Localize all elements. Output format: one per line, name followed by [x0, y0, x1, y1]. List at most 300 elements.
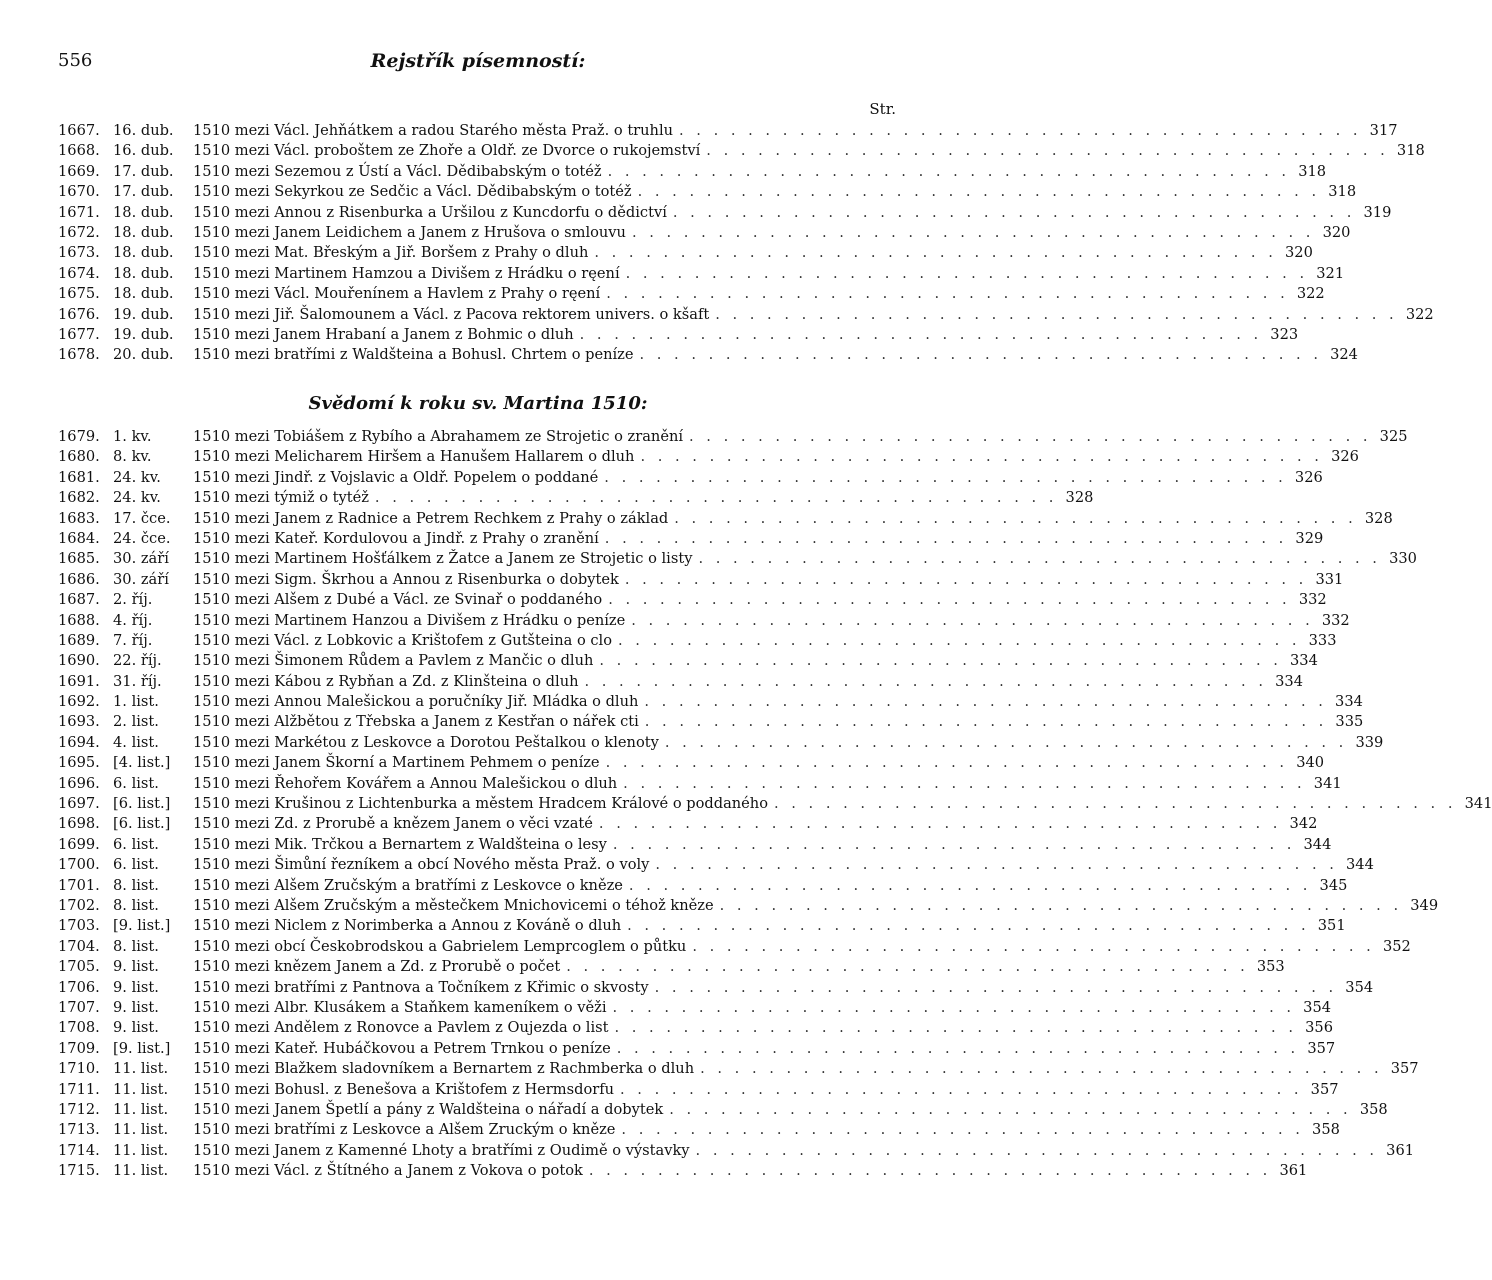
entry-date: 31. říj.: [113, 672, 162, 690]
entry-date: [6. list.]: [113, 815, 171, 833]
entry-number: 1668.: [58, 142, 100, 160]
entry-date: 30. září: [113, 570, 169, 588]
register-entry: [58, 712, 1364, 732]
entry-number: 1698.: [58, 815, 100, 833]
leader-dots: . . . . . . . . . . . . . . . . . . . . . . . . . . . . . . . . . . . . . . . .: [616, 1039, 1300, 1057]
leader-dots: . . . . . . . . . . . . . . . . . . . . . . . . . . . . . . . . . . . . . . . .: [719, 896, 1403, 914]
entry-number: 1685.: [58, 550, 100, 568]
entry-number: 1683.: [58, 509, 100, 527]
register-entry: [58, 631, 1337, 651]
entry-text: 1510 mezi Sekyrkou ze Sedčic a Václ. Dědibabským o totéž: [193, 183, 632, 201]
entry-number: 1679.: [58, 428, 100, 445]
entry-number: 1674.: [58, 264, 100, 282]
entry-page: 334: [1290, 652, 1318, 670]
leader-dots: . . . . . . . . . . . . . . . . . . . . . . . . . . . . . . . . . . . . . . . .: [606, 285, 1289, 303]
entry-page: 331: [1315, 570, 1344, 588]
leader-dots: . . . . . . . . . . . . . . . . . . . . . . . . . . . . . . . . . . . . . . . .: [664, 733, 1348, 751]
entry-page: 328: [1065, 489, 1094, 507]
register-entry: [58, 488, 1094, 508]
entry-text: 1510 mezi Alšem Zručským a městečkem Mnichovicemi o téhož kněze: [193, 896, 714, 914]
entry-page: 356: [1305, 1019, 1333, 1037]
register-entry: [58, 611, 1350, 631]
register-entry: [58, 325, 1299, 345]
entry-text: 1510 mezi Janem Leidichem a Janem z Hrušova o smlouvu: [193, 223, 626, 241]
entry-text: 1510 mezi Sigm. Škrhou a Annou z Risenburka o dobytek: [193, 570, 619, 588]
entry-text: 1510 mezi Annou z Risenburka a Uršilou z Kuncdorfu o dědictví: [193, 203, 667, 221]
entry-page: 317: [1369, 122, 1398, 139]
entry-page: 357: [1390, 1060, 1419, 1078]
entry-text: 1510 mezi Alšem Zručským a bratřími z Leskovce o kněze: [193, 876, 623, 894]
leader-dots: . . . . . . . . . . . . . . . . . . . . . . . . . . . . . . . . . . . . . . . .: [604, 468, 1287, 486]
entry-date: 18. dub.: [113, 244, 174, 262]
entry-text: 1510 mezi Mat. Břeským a Jiř. Boršem z Prahy o dluh: [193, 244, 589, 262]
entry-text: 1510 mezi Kateř. Hubáčkovou a Petrem Trnkou o peníze: [193, 1039, 611, 1057]
entry-page: 318: [1396, 142, 1425, 160]
entry-number: 1692.: [58, 693, 100, 711]
register-entry: [58, 692, 1363, 712]
entry-number: 1677.: [58, 325, 100, 343]
register-entry: [58, 651, 1318, 671]
entry-text: 1510 mezi Albr. Klusákem a Staňkem kameníkem o věži: [193, 998, 607, 1016]
entry-date: 17. dub.: [113, 183, 174, 201]
entry-number: 1704.: [58, 937, 100, 955]
entry-text: 1510 mezi Janem z Kamenné Lhoty a bratřími z Oudimě o výstavky: [193, 1141, 690, 1159]
register-entry: [58, 549, 1417, 569]
entry-page: 334: [1335, 693, 1363, 711]
entry-page: 354: [1303, 998, 1332, 1016]
leader-dots: . . . . . . . . . . . . . . . . . . . . . . . . . . . . . . . . . . . . . . . .: [639, 346, 1322, 364]
entry-text: 1510 mezi Václ. proboštem ze Zhoře a Oldř. ze Dvorce o rukojemství: [193, 142, 701, 160]
entry-page: 328: [1364, 509, 1393, 527]
leader-dots: . . . . . . . . . . . . . . . . . . . . . . . . . . . . . . . . . . . . . . . .: [692, 937, 1375, 955]
entry-date: 9. list.: [113, 1019, 159, 1037]
leader-dots: . . . . . . . . . . . . . . . . . . . . . . . . . . . . . . . . . . . . . . . .: [374, 489, 1058, 507]
entry-page: 357: [1307, 1039, 1336, 1057]
entry-text: 1510 mezi Zd. z Prorubě a knězem Janem o věci vzaté: [193, 815, 593, 833]
entry-number: 1715.: [58, 1162, 100, 1180]
entry-date: 11. list.: [113, 1080, 169, 1098]
entry-text: 1510 mezi Kateř. Kordulovou a Jindř. z Prahy o zranění: [193, 529, 599, 547]
entry-number: 1687.: [58, 591, 100, 609]
entry-number: 1671.: [58, 203, 100, 221]
entry-page: 326: [1294, 468, 1323, 486]
entry-number: 1667.: [58, 122, 100, 139]
entry-number: 1707.: [58, 998, 100, 1016]
entry-page: 345: [1319, 876, 1348, 894]
leader-dots: . . . . . . . . . . . . . . . . . . . . . . . . . . . . . . . . . . . . . . . .: [588, 1162, 1272, 1180]
entry-number: 1701.: [58, 876, 100, 894]
register-entry: [58, 753, 1325, 773]
entry-number: 1708.: [58, 1019, 100, 1037]
register-entry: [58, 978, 1374, 998]
page-header: [58, 50, 898, 74]
entry-date: 11. list.: [113, 1162, 169, 1180]
entry-page: 323: [1270, 325, 1299, 343]
register-entry: [58, 1120, 1340, 1140]
entry-date: 2. list.: [113, 713, 159, 731]
leader-dots: . . . . . . . . . . . . . . . . . . . . . . . . . . . . . . . . . . . . . . . .: [598, 815, 1282, 833]
entry-date: 2. říj.: [113, 591, 153, 609]
leader-dots: . . . . . . . . . . . . . . . . . . . . . . . . . . . . . . . . . . . . . . . .: [623, 774, 1306, 792]
register-list-1: [58, 121, 1434, 366]
entry-page: 341: [1313, 774, 1342, 792]
page-title: Rejstřík písemností:: [370, 50, 586, 72]
entry-page: 361: [1279, 1162, 1308, 1180]
entry-date: 6. list.: [113, 835, 159, 853]
leader-dots: . . . . . . . . . . . . . . . . . . . . . . . . . . . . . . . . . . . . . . . .: [644, 713, 1328, 731]
entry-text: 1510 mezi bratřími z Pantnova a Točníkem z Křimic o skvosty: [193, 978, 649, 996]
register-entry: [58, 916, 1346, 936]
entry-date: 11. list.: [113, 1060, 169, 1078]
entry-date: 24. kv.: [113, 489, 161, 507]
leader-dots: . . . . . . . . . . . . . . . . . . . . . . . . . . . . . . . . . . . . . . . .: [594, 244, 1277, 262]
leader-dots: . . . . . . . . . . . . . . . . . . . . . . . . . . . . . . . . . . . . . . . .: [631, 611, 1314, 629]
entry-number: 1672.: [58, 223, 100, 241]
entry-page: 321: [1316, 264, 1345, 282]
entry-page: 318: [1298, 162, 1327, 180]
entry-text: 1510 mezi Václ. Jehňátkem a radou Starého města Praž. o truhlu: [193, 122, 674, 139]
leader-dots: . . . . . . . . . . . . . . . . . . . . . . . . . . . . . . . . . . . . . . . .: [607, 162, 1291, 180]
entry-date: 30. září: [113, 550, 169, 568]
entry-page: 358: [1359, 1100, 1388, 1118]
leader-dots: . . . . . . . . . . . . . . . . . . . . . . . . . . . . . . . . . . . . . . . .: [620, 1080, 1303, 1098]
entry-text: 1510 mezi Kábou z Rybňan a Zd. z Klinšteina o dluh: [193, 672, 579, 690]
entry-text: 1510 mezi Martinem Hošťálkem z Žatce a Janem ze Strojetic o listy: [193, 550, 693, 568]
entry-date: 11. list.: [113, 1141, 169, 1159]
entry-number: 1697.: [58, 795, 100, 813]
entry-number: 1684.: [58, 529, 100, 547]
leader-dots: . . . . . . . . . . . . . . . . . . . . . . . . . . . . . . . . . . . . . . . .: [774, 795, 1457, 813]
entry-date: 1. kv.: [113, 428, 152, 445]
leader-dots: . . . . . . . . . . . . . . . . . . . . . . . . . . . . . . . . . . . . . . . .: [614, 1019, 1297, 1037]
leader-dots: . . . . . . . . . . . . . . . . . . . . . . . . . . . . . . . . . . . . . . . .: [605, 754, 1289, 772]
register-entry: [58, 1161, 1308, 1181]
page-column-label: Str.: [869, 100, 896, 118]
entry-date: 11. list.: [113, 1100, 169, 1118]
entry-number: 1688.: [58, 611, 100, 629]
register-entry: [58, 1141, 1415, 1161]
entry-number: 1696.: [58, 774, 100, 792]
entry-text: 1510 mezi Václ. z Lobkovic a Krištofem z Gutšteina o clo: [193, 631, 613, 649]
entry-page: 358: [1312, 1121, 1340, 1139]
entry-date: 17. čce.: [113, 509, 171, 527]
entry-date: 24. čce.: [113, 529, 171, 547]
entry-text: 1510 mezi Melicharem Hiršem a Hanušem Hallarem o dluh: [193, 448, 635, 466]
entry-date: 20. dub.: [113, 346, 174, 364]
entry-text: 1510 mezi knězem Janem a Zd. z Prorubě o počet: [193, 958, 561, 976]
register-entry: [58, 1039, 1336, 1059]
register-entry: [58, 529, 1324, 549]
entry-text: 1510 mezi Janem Špetlí a pány z Waldšteina o nářadí a dobytek: [193, 1100, 664, 1118]
register-entry: [58, 1080, 1339, 1100]
entry-date: 18. dub.: [113, 203, 174, 221]
entry-page: 322: [1296, 285, 1325, 303]
entry-number: 1703.: [58, 917, 100, 935]
entry-text: 1510 mezi bratřími z Waldšteina a Bohusl. Chrtem o peníze: [193, 346, 634, 364]
section-title: Svědomí k roku sv. Martina 1510:: [308, 393, 648, 414]
register-entry: [58, 590, 1327, 610]
leader-dots: . . . . . . . . . . . . . . . . . . . . . . . . . . . . . . . . . . . . . . . .: [654, 978, 1338, 996]
entry-page: 326: [1331, 448, 1359, 466]
entry-text: 1510 mezi Tobiášem z Rybího a Abrahamem ze Strojetic o zranění: [193, 428, 684, 445]
leader-dots: . . . . . . . . . . . . . . . . . . . . . . . . . . . . . . . . . . . . . . . .: [644, 693, 1327, 711]
register-entry: [58, 203, 1392, 223]
leader-dots: . . . . . . . . . . . . . . . . . . . . . . . . . . . . . . . . . . . . . . . .: [618, 631, 1301, 649]
entry-page: 329: [1295, 529, 1324, 547]
register-entry: [58, 305, 1434, 325]
entry-page: 341: [1464, 795, 1492, 813]
entry-page: 351: [1317, 917, 1346, 935]
entry-number: 1714.: [58, 1141, 100, 1159]
entry-text: 1510 mezi Alžbětou z Třebska a Janem z Kestřan o nářek cti: [193, 713, 639, 731]
entry-number: 1669.: [58, 162, 100, 180]
entry-page: 324: [1330, 346, 1358, 364]
register-entry: [58, 284, 1325, 304]
entry-text: 1510 mezi Jindř. z Vojslavic a Oldř. Popelem o poddané: [193, 468, 599, 486]
entry-number: 1710.: [58, 1060, 100, 1078]
entry-page: 361: [1386, 1141, 1415, 1159]
leader-dots: . . . . . . . . . . . . . . . . . . . . . . . . . . . . . . . . . . . . . . . .: [625, 264, 1309, 282]
entry-text: 1510 mezi Alšem z Dubé a Václ. ze Svinař o poddaného: [193, 591, 603, 609]
entry-number: 1712.: [58, 1100, 100, 1118]
entry-text: 1510 mezi Martinem Hamzou a Divišem z Hrádku o ręení: [193, 264, 620, 282]
entry-text: 1510 mezi Markétou z Leskovce a Dorotou Peštalkou o klenoty: [193, 733, 659, 751]
entry-date: 16. dub.: [113, 142, 174, 160]
entry-number: 1689.: [58, 631, 100, 649]
entry-text: 1510 mezi Řehořem Kovářem a Annou Malešickou o dluh: [193, 774, 618, 792]
register-entry: [58, 1100, 1388, 1120]
leader-dots: . . . . . . . . . . . . . . . . . . . . . . . . . . . . . . . . . . . . . . . .: [640, 448, 1323, 466]
entry-text: 1510 mezi Šimůní řezníkem a obcí Nového města Praž. o voly: [193, 856, 650, 874]
entry-date: 6. list.: [113, 856, 159, 874]
entry-page: 357: [1310, 1080, 1339, 1098]
entry-date: 8. kv.: [113, 448, 152, 466]
leader-dots: . . . . . . . . . . . . . . . . . . . . . . . . . . . . . . . . . . . . . . . .: [628, 876, 1312, 894]
entry-date: [4. list.]: [113, 754, 171, 772]
register-entry: [58, 998, 1332, 1018]
leader-dots: . . . . . . . . . . . . . . . . . . . . . . . . . . . . . . . . . . . . . . . .: [674, 509, 1357, 527]
leader-dots: . . . . . . . . . . . . . . . . . . . . . . . . . . . . . . . . . . . . . . . .: [698, 550, 1381, 568]
entry-date: 7. říj.: [113, 631, 153, 649]
leader-dots: . . . . . . . . . . . . . . . . . . . . . . . . . . . . . . . . . . . . . . . .: [612, 835, 1296, 853]
entry-date: 17. dub.: [113, 162, 174, 180]
entry-number: 1690.: [58, 652, 100, 670]
entry-date: 16. dub.: [113, 122, 174, 139]
entry-date: 11. list.: [113, 1121, 169, 1139]
register-entry: [58, 509, 1393, 529]
entry-page: 342: [1289, 815, 1318, 833]
register-entry: [58, 243, 1313, 263]
entry-page: 318: [1328, 183, 1357, 201]
leader-dots: . . . . . . . . . . . . . . . . . . . . . . . . . . . . . . . . . . . . . . . .: [655, 856, 1338, 874]
entry-page: 320: [1285, 244, 1313, 262]
entry-number: 1678.: [58, 346, 100, 364]
entry-page: 330: [1389, 550, 1417, 568]
register-entry: [58, 447, 1359, 467]
register-entry: [58, 182, 1357, 202]
entry-page: 333: [1308, 631, 1337, 649]
entry-text: 1510 mezi Janem z Radnice a Petrem Rechkem z Prahy o základ: [193, 509, 669, 527]
entry-text: 1510 mezi Martinem Hanzou a Divišem z Hrádku o peníze: [193, 611, 626, 629]
entry-text: 1510 mezi obcí Českobrodskou a Gabrielem Lemprcoglem o půtku: [193, 937, 687, 955]
register-entry: [58, 1018, 1333, 1038]
leader-dots: . . . . . . . . . . . . . . . . . . . . . . . . . . . . . . . . . . . . . . . .: [706, 142, 1389, 160]
leader-dots: . . . . . . . . . . . . . . . . . . . . . . . . . . . . . . . . . . . . . . . .: [689, 428, 1372, 445]
leader-dots: . . . . . . . . . . . . . . . . . . . . . . . . . . . . . . . . . . . . . . . .: [637, 183, 1321, 201]
entry-text: 1510 mezi Niclem z Norimberka a Annou z Kováně o dluh: [193, 917, 622, 935]
entry-page: 352: [1382, 937, 1411, 955]
register-entry: [58, 794, 1492, 814]
page-number: 556: [58, 50, 93, 71]
leader-dots: . . . . . . . . . . . . . . . . . . . . . . . . . . . . . . . . . . . . . . . .: [584, 672, 1267, 690]
entry-text: 1510 mezi Blažkem sladovníkem a Bernartem z Rachmberka o dluh: [193, 1060, 695, 1078]
entry-number: 1673.: [58, 244, 100, 262]
leader-dots: . . . . . . . . . . . . . . . . . . . . . . . . . . . . . . . . . . . . . . . .: [695, 1141, 1379, 1159]
register-list-2: [58, 427, 1492, 1181]
leader-dots: . . . . . . . . . . . . . . . . . . . . . . . . . . . . . . . . . . . . . . . .: [604, 529, 1288, 547]
entry-page: 354: [1345, 978, 1374, 996]
entry-page: 319: [1363, 203, 1392, 221]
entry-text: 1510 mezi Václ. z Štítného a Janem z Vokova o potok: [193, 1162, 583, 1180]
register-entry: [58, 835, 1332, 855]
register-entry: [58, 672, 1303, 692]
entry-number: 1711.: [58, 1080, 100, 1098]
entry-page: 320: [1322, 223, 1351, 241]
register-entry: [58, 345, 1358, 365]
entry-number: 1693.: [58, 713, 100, 731]
entry-page: 335: [1335, 713, 1364, 731]
leader-dots: . . . . . . . . . . . . . . . . . . . . . . . . . . . . . . . . . . . . . . . .: [715, 305, 1398, 323]
entry-text: 1510 mezi bratřími z Leskovce a Alšem Zruckým o kněze: [193, 1121, 616, 1139]
entry-text: 1510 mezi Mik. Trčkou a Bernartem z Waldšteina o lesy: [193, 835, 607, 853]
entry-page: 344: [1303, 835, 1332, 853]
leader-dots: . . . . . . . . . . . . . . . . . . . . . . . . . . . . . . . . . . . . . . . .: [621, 1121, 1304, 1139]
register-entry: [58, 223, 1351, 243]
entry-date: 6. list.: [113, 774, 159, 792]
entry-date: 18. dub.: [113, 285, 174, 303]
entry-date: 9. list.: [113, 998, 159, 1016]
entry-date: 9. list.: [113, 958, 159, 976]
entry-page: 353: [1256, 958, 1285, 976]
entry-number: 1691.: [58, 672, 100, 690]
register-entry: [58, 121, 1398, 141]
leader-dots: . . . . . . . . . . . . . . . . . . . . . . . . . . . . . . . . . . . . . . . .: [566, 958, 1249, 976]
entry-number: 1713.: [58, 1121, 100, 1139]
entry-text: 1510 mezi Annou Malešickou a poručníky Jiř. Mládka o dluh: [193, 693, 639, 711]
leader-dots: . . . . . . . . . . . . . . . . . . . . . . . . . . . . . . . . . . . . . . . .: [669, 1100, 1352, 1118]
register-entry: [58, 162, 1327, 182]
register-entry: [58, 855, 1374, 875]
register-entry: [58, 264, 1345, 284]
entry-number: 1676.: [58, 305, 100, 323]
entry-date: 18. dub.: [113, 264, 174, 282]
entry-date: 4. list.: [113, 733, 159, 751]
leader-dots: . . . . . . . . . . . . . . . . . . . . . . . . . . . . . . . . . . . . . . . .: [608, 591, 1291, 609]
leader-dots: . . . . . . . . . . . . . . . . . . . . . . . . . . . . . . . . . . . . . . . .: [612, 998, 1296, 1016]
entry-date: 24. kv.: [113, 468, 161, 486]
entry-text: 1510 mezi Janem Hrabaní a Janem z Bohmic o dluh: [193, 325, 574, 343]
leader-dots: . . . . . . . . . . . . . . . . . . . . . . . . . . . . . . . . . . . . . . . .: [627, 917, 1310, 935]
entry-date: 19. dub.: [113, 305, 174, 323]
entry-date: 18. dub.: [113, 223, 174, 241]
entry-number: 1702.: [58, 896, 100, 914]
register-entry: [58, 468, 1323, 488]
leader-dots: . . . . . . . . . . . . . . . . . . . . . . . . . . . . . . . . . . . . . . . .: [679, 122, 1362, 139]
entry-number: 1681.: [58, 468, 100, 486]
entry-date: [9. list.]: [113, 917, 171, 935]
entry-text: 1510 mezi Janem Škorní a Martinem Pehmem o peníze: [193, 754, 600, 772]
entry-page: 322: [1405, 305, 1434, 323]
entry-number: 1709.: [58, 1039, 100, 1057]
entry-text: 1510 mezi Krušinou z Lichtenburka a městem Hradcem Králové o poddaného: [193, 795, 768, 813]
entry-date: 1. list.: [113, 693, 159, 711]
register-entry: [58, 427, 1408, 447]
leader-dots: . . . . . . . . . . . . . . . . . . . . . . . . . . . . . . . . . . . . . . . .: [631, 223, 1315, 241]
entry-page: 334: [1275, 672, 1303, 690]
entry-text: 1510 mezi Jiř. Šalomounem a Václ. z Pacova rektorem univers. o kšaft: [193, 305, 710, 323]
register-entry: [58, 937, 1411, 957]
entry-number: 1670.: [58, 183, 100, 201]
register-entry: [58, 1059, 1419, 1079]
leader-dots: . . . . . . . . . . . . . . . . . . . . . . . . . . . . . . . . . . . . . . . .: [700, 1060, 1383, 1078]
entry-page: 332: [1321, 611, 1350, 629]
entry-text: 1510 mezi Šimonem Růdem a Pavlem z Mančic o dluh: [193, 652, 594, 670]
leader-dots: . . . . . . . . . . . . . . . . . . . . . . . . . . . . . . . . . . . . . . . .: [672, 203, 1356, 221]
register-entry: [58, 141, 1425, 161]
entry-page: 344: [1346, 856, 1374, 874]
entry-number: 1682.: [58, 489, 100, 507]
entry-date: [6. list.]: [113, 795, 171, 813]
entry-text: 1510 mezi týmiž o tytéž: [193, 489, 369, 507]
entry-page: 332: [1298, 591, 1327, 609]
leader-dots: . . . . . . . . . . . . . . . . . . . . . . . . . . . . . . . . . . . . . . . .: [579, 325, 1263, 343]
entry-number: 1705.: [58, 958, 100, 976]
entry-text: 1510 mezi Andělem z Ronovce a Pavlem z Oujezda o list: [193, 1019, 609, 1037]
register-entry: [58, 774, 1342, 794]
entry-text: 1510 mezi Václ. Mouřenínem a Havlem z Prahy o ręení: [193, 285, 601, 303]
entry-page: 349: [1410, 896, 1439, 914]
entry-date: 9. list.: [113, 978, 159, 996]
entry-date: 8. list.: [113, 937, 159, 955]
entry-number: 1699.: [58, 835, 100, 853]
register-entry: [58, 570, 1344, 590]
register-entry: [58, 876, 1348, 896]
entry-date: 8. list.: [113, 876, 159, 894]
register-entry: [58, 957, 1285, 977]
entry-number: 1706.: [58, 978, 100, 996]
entry-date: 4. říj.: [113, 611, 153, 629]
entry-number: 1686.: [58, 570, 100, 588]
leader-dots: . . . . . . . . . . . . . . . . . . . . . . . . . . . . . . . . . . . . . . . .: [599, 652, 1282, 670]
entry-page: 340: [1296, 754, 1325, 772]
register-entry: [58, 733, 1384, 753]
entry-page: 325: [1379, 428, 1408, 445]
entry-text: 1510 mezi Sezemou z Ústí a Václ. Dědibabským o totéž: [193, 162, 602, 180]
entry-text: 1510 mezi Bohusl. z Benešova a Krištofem z Hermsdorfu: [193, 1080, 615, 1098]
register-entry: [58, 896, 1439, 916]
entry-date: 19. dub.: [113, 325, 174, 343]
entry-date: [9. list.]: [113, 1039, 171, 1057]
entry-number: 1675.: [58, 285, 100, 303]
entry-number: 1700.: [58, 856, 100, 874]
register-entry: [58, 814, 1318, 834]
entry-date: 22. říj.: [113, 652, 162, 670]
entry-date: 8. list.: [113, 896, 159, 914]
entry-number: 1694.: [58, 733, 100, 751]
entry-number: 1695.: [58, 754, 100, 772]
entry-number: 1680.: [58, 448, 100, 466]
entry-page: 339: [1355, 733, 1384, 751]
